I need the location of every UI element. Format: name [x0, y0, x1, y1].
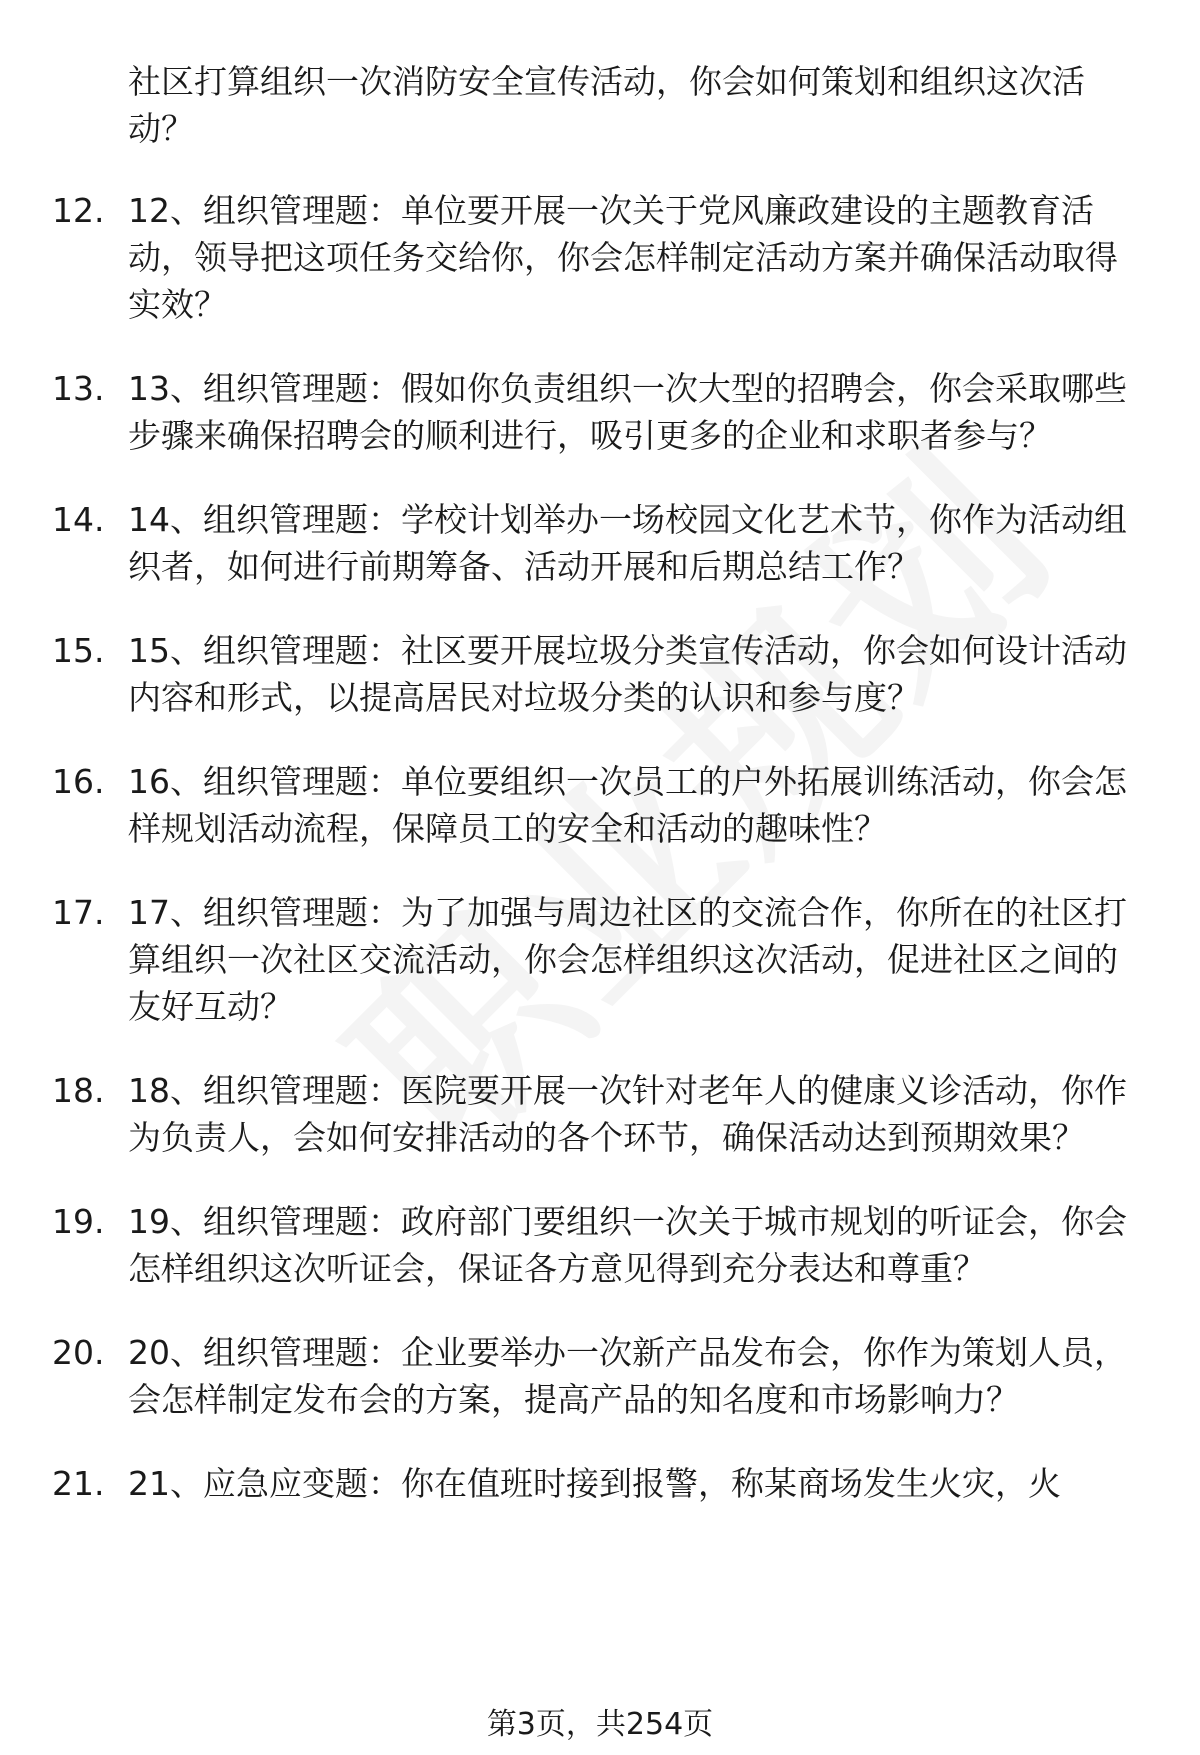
list-item: [0, 627, 1138, 721]
list-number: 12.: [52, 191, 105, 230]
question-text: 12、组织管理题：单位要开展一次关于党风廉政建设的主题教育活动，领导把这项任务交给你，你会怎样制定活动方案并确保活动取得实效？: [128, 191, 1118, 324]
list-number: 15.: [52, 631, 105, 670]
list-number: 19.: [52, 1202, 105, 1241]
question-text: 15、组织管理题：社区要开展垃圾分类宣传活动，你会如何设计活动内容和形式，以提高居民对垃圾分类的认识和参与度？: [128, 631, 1127, 717]
list-number: 13.: [52, 369, 105, 408]
list-number: 17.: [52, 893, 105, 932]
question-text: 20、组织管理题：企业要举办一次新产品发布会，你作为策划人员，会怎样制定发布会的方案，提高产品的知名度和市场影响力？: [128, 1333, 1127, 1419]
list-number: 21.: [52, 1464, 105, 1503]
list-item: [0, 889, 1138, 1030]
question-text: 13、组织管理题：假如你负责组织一次大型的招聘会，你会采取哪些步骤来确保招聘会的顺利进行，吸引更多的企业和求职者参与？: [128, 369, 1127, 455]
list-number: 18.: [52, 1071, 105, 1110]
question-text: 17、组织管理题：为了加强与周边社区的交流合作，你所在的社区打算组织一次社区交流活动，你会怎样组织这次活动，促进社区之间的友好互动？: [128, 893, 1127, 1026]
list-item: [0, 1460, 1138, 1507]
question-text: 14、组织管理题：学校计划举办一场校园文化艺术节，你作为活动组织者，如何进行前期筹备、活动开展和后期总结工作？: [128, 500, 1127, 586]
list-item: [0, 1329, 1138, 1423]
list-item: [0, 1198, 1138, 1292]
list-item: [0, 496, 1138, 590]
list-number: 20.: [52, 1333, 105, 1372]
list-number: 16.: [52, 762, 105, 801]
page-footer: 第3页，共254页: [486, 1707, 714, 1742]
question-text: 21、应急应变题：你在值班时接到报警，称某商场发生火灾，火: [128, 1464, 1061, 1503]
list-item: [0, 758, 1138, 852]
question-11-continuation: 社区打算组织一次消防安全宣传活动，你会如何策划和组织这次活动？: [128, 62, 1085, 148]
question-list: [0, 187, 1200, 1507]
list-item: [0, 365, 1138, 459]
question-text: 18、组织管理题：医院要开展一次针对老年人的健康义诊活动，你作为负责人，会如何安排活动的各个环节，确保活动达到预期效果？: [128, 1071, 1127, 1157]
list-number: 14.: [52, 500, 105, 539]
list-item: [0, 1067, 1138, 1161]
question-text: 19、组织管理题：政府部门要组织一次关于城市规划的听证会，你会怎样组织这次听证会，保证各方意见得到充分表达和尊重？: [128, 1202, 1127, 1288]
list-item: [0, 187, 1138, 328]
question-text: 16、组织管理题：单位要组织一次员工的户外拓展训练活动，你会怎样规划活动流程，保障员工的安全和活动的趣味性？: [128, 762, 1127, 848]
